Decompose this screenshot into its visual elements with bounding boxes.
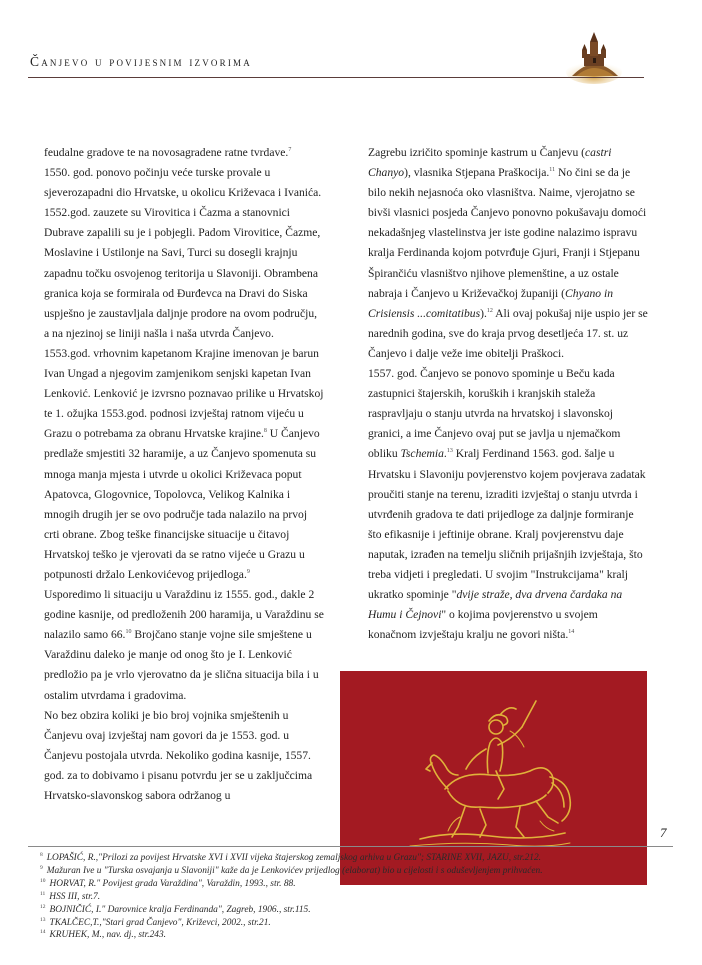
paragraph: 1550. god. ponovo počinju veće turske provale u sjeverozapadni dio Hrvatske, u okolicu Križevaca i Ivanića. 1552.god. zauzete su Virovitica i Čazma a stanovnici Dubrave zapalili su je i pobjegli. Padom Virovitice, Čazme, Moslavine i Ustilonje na Savi, Turci su dosegli krajnju zapadnu točku osvojenog teritorija u Slavoniji. Obrambena granica koja se formirala od Đurđevca na Dravi do Siska uspješno je zaustavljala daljnje prodore na ovom području, a na njezinoj se liniji našla i naša utvrda Čanjevo. (44, 166, 322, 340)
footnote-ref: 11 (549, 167, 556, 174)
footnote-ref: 8 (263, 428, 267, 435)
paragraph: No bez obzira koliki je bio broj vojnika smještenih u Čanjevu ovaj izvještaj nam govori da je 1553. god. u Čanjevu postojala utvrda. Nekoliko godina kasnije, 1557. god. za to dobivamo i pisanu potvrdu jer se u zaključcima Hrvatsko-slavonskog sabora održanog u (44, 708, 313, 802)
right-text-column (368, 143, 648, 645)
footnotes (40, 852, 680, 942)
footnote: $^{10}$ HORVAT, R." Povijest grada Varaždina", Varaždin, 1993., str. 88. (40, 877, 296, 889)
footnote: $^8$ LOPAŠIĆ, R.,"Prilozi za povijest Hrvatske XVI i XVII vijeka štajerskog zemaljskog arhiva u Grazu"; STARINE XVII, JAZU, str.212. (40, 852, 542, 863)
footnote-rule (28, 846, 673, 847)
header-rule (28, 77, 644, 78)
footnote-ref: 12 (486, 307, 493, 314)
paragraph: 1553.god. vrhovnim kapetanom Krajine imenovan je barun Ivan Ungad a njegovim zamjenikom senjski kapetan Ivan Lenković. Lenković je izvrsno poznavao prilike u Hrvatskoj te 1. ožujka 1553.god. podnosi izvještaj ratnom vijeću u Grazu o potrebama za obranu Hrvatske krajine.$^8$ U Čanjevo predlaže smjestiti 32 haramije, a uz Čanjevo spomenuta su mnoga manja mjesta i utvrde u okolici Križevaca poput Apatovca, Glogovnice, Topolovca, Velikog Kalnika i mnogih drugih jer se ovo područje tada nalazilo na prvoj crti obrane. Zbog teške financijske situacije u čitavoj Hrvatskoj teško je vjerovati da se ratno vijeće u Grazu u potpunosti držalo Lenkovićevog prijedloga.$^9$ (44, 346, 324, 581)
footnote: $^{12}$ BOJNIČIĆ, I." Darovnice kralja Ferdinanda", Zagreb, 1906., str.115. (40, 903, 311, 915)
footnote-ref: 14 (568, 629, 575, 636)
footnote: $^9$ Mažuran Ive u "Turska osvajanja u Slavoniji" kaže da je Lenkovićev prijedlog (elaborat) bio u cijelosti i s oduševljenjem prihvaćen. (40, 864, 543, 876)
left-text-column (44, 143, 324, 806)
castle-on-hill-icon (566, 28, 622, 84)
footnote: $^{14}$ KRUHEK, M., nav. dj., str.243. (40, 929, 166, 941)
running-title: Čanjevo u povijesnim izvorima (30, 54, 252, 69)
paragraph: 1557. god. Čanjevo se ponovo spominje u Beču kada zastupnici štajerskih, koruških i kranjskih staleža raspravljaju o stanju utvrda na hrvatskoj i slavonskoj granici, a ime Čanjevo ovaj put se javlja u njemačkom obliku Tschemia.$^{13}$ Kralj Ferdinand 1563. god. šalje u Hrvatsku i Slavoniju povjerenstvo kojem povjerava zadatak proučiti stanje na terenu, izraditi izvještaj o stanju utvrda i utvrđenih gradova te dati prijedloge za daljnje formiranje što efikasnije i jeftinije obrane. Kralj povjerenstvu daje naputak, izrađen na temelju sličnih prijašnjih izvještaja, što treba vidjeti i pregledati. U svojim "Instrukcijama" kralj ukratko spominje "dvije straže, dva drvena čardaka na Humu i Čejnovi" o kojima povjerenstvo u svojem konačnom izvještaju kralju ne govori ništa.$^{14}$ (368, 367, 646, 642)
page-header (0, 0, 702, 92)
paragraph: Usporedimo li situaciju u Varaždinu iz 1555. god., dakle 2 godine kasnije, od predloženih 200 haramija, u Varaždinu se nalazilo samo 66.10 Brojčano stanje vojne sile smještene u Varaždinu daleko je manje od onog što je I. Lenković predložio pa je vrlo vjerovatno da je slična situacija bila i u ostalim utvrdama i gradovima. (44, 588, 324, 702)
footnote-ref: 7 (288, 147, 292, 153)
page-number: 7 (660, 825, 667, 840)
footnote: $^{11}$ HSS III, str.7. (40, 890, 101, 902)
paragraph: feudalne gradove te na novosagradene ratne tvrdave.$^7$ (44, 146, 292, 159)
footnote-ref: 10 (125, 629, 132, 636)
paragraph: Zagrebu izričito spominje kastrum u Čanjevu (castri Chanyo), vlasnika Stjepana Praškocija.$^{11}$ No čini se da je bilo nekih nejasnoća oko vlasništva. Naime, vjerojatno se bivši vlasnici posjeda Čanjevo ponovno pokušavaju domoći nekadašnjeg vlastelinstva jer iste godine nalazimo ispravu kralja Ferdinanda kojom potvrđuje Gjuri, Franji i Stjepanu Špirančiću vlasništvo njihove plemenštine, a uz ostale nabraja i Čanjevo u Križevačkoj županiji (Chyano in Crisiensis ...comitatibus).$^{12}$ Ali ovaj pokušaj nije uspio jer se narednih godina, sve do kraja prvog desetljeća 17. st. uz Čanjevo i dalje veže ime obitelji Praškoci. (368, 146, 648, 360)
footnote-ref: 9 (246, 568, 250, 575)
footnote: $^{13}$ TKALČEC,T.,"Stari grad Čanjevo", Križevci, 2002., str.21. (40, 916, 271, 928)
footnote-ref: 13 (446, 448, 453, 455)
